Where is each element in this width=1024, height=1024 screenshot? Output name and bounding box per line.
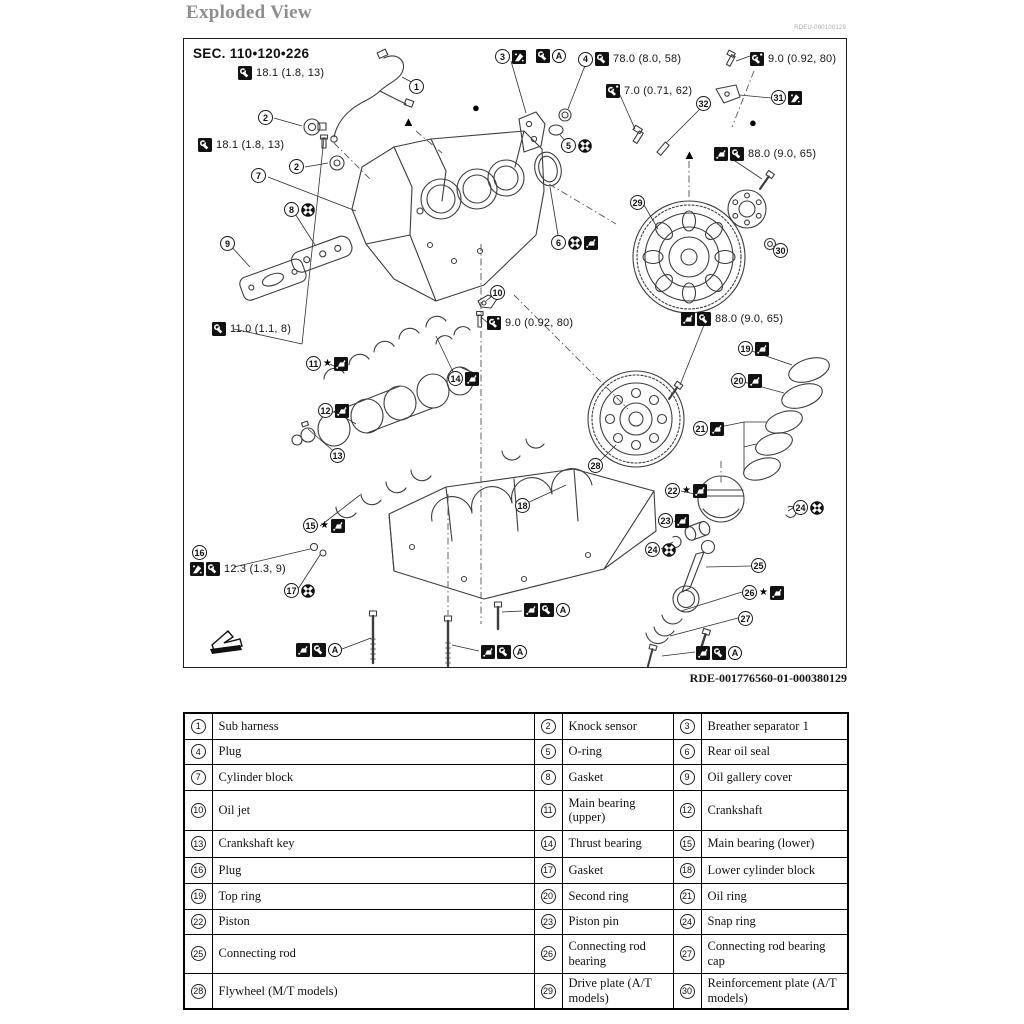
part-number-badge: 1 [191,719,206,734]
sealant-icon [512,50,526,64]
dot-marker-icon: ● [472,100,480,115]
part-name-cell: Plug [212,739,534,764]
part-number-badge: 25 [191,946,206,961]
dot-marker-icon: ● [749,115,757,130]
part-number-cell [184,764,212,790]
page-title: Exploded View [186,2,312,23]
callout-number: 3 [495,49,510,64]
part-number-cell [534,973,562,1009]
non-reusable-icon [301,203,315,217]
torque-annotation [190,561,286,577]
callout-number: 15 [303,518,318,533]
part-number-cell [534,934,562,973]
callout-25 [751,558,766,573]
table-row [184,739,848,764]
part-name-cell: Main bearing (upper) [562,790,673,830]
part-name-cell: Connecting rod bearing [562,934,673,973]
part-number-cell [534,713,562,739]
callout-29 [630,195,645,210]
angle-torque-icon [487,316,501,330]
parts-table [183,712,849,1010]
part-number-badge: 28 [191,984,206,999]
part-name-cell: Connecting rod bearing cap [701,934,848,973]
torque-value: 9.0 (0.92, 80) [768,53,837,65]
torque-wrench-icon [212,322,226,336]
callout-number: 29 [630,195,645,210]
callout-number: 14 [448,371,463,386]
part-name-cell: O-ring [562,739,673,764]
non-reusable-icon [301,584,315,598]
lubricant-icon [755,342,769,356]
part-name-cell: Rear oil seal [701,739,848,764]
torque-annotation [681,311,783,327]
lubricant-icon [710,422,724,436]
part-number-cell [534,909,562,934]
part-number-cell [673,857,701,883]
part-name-cell: Flywheel (M/T models) [212,973,534,1009]
part-number-cell [673,764,701,790]
lubricant-icon [331,519,345,533]
table-row [184,973,848,1009]
exploded-view-figure [183,38,847,668]
callout-1 [409,79,424,94]
triangle-marker-icon: ▲ [402,114,415,129]
part-number-cell [534,857,562,883]
torque-wrench-icon [540,603,554,617]
table-row [184,909,848,934]
callout-27 [738,611,753,626]
callout-2 [289,159,304,174]
callout-number: 19 [738,341,753,356]
torque-value: 88.0 (9.0, 65) [715,313,784,325]
part-number-badge: 27 [680,946,695,961]
select-fit-star-icon: ★ [682,484,691,496]
callout-number: 2 [258,110,273,125]
torque-wrench-icon [730,147,744,161]
part-number-cell [673,739,701,764]
lubricant-icon [770,586,784,600]
part-number-cell [184,790,212,830]
callout-number: 31 [771,90,786,105]
part-number-cell [184,739,212,764]
part-name-cell: Piston pin [562,909,673,934]
non-reusable-icon [578,139,592,153]
part-number-badge: 15 [680,836,695,851]
part-name-cell: Reinforcement plate (A/T models) [701,973,848,1009]
callout-number: 24 [793,500,808,515]
front-direction-arrow-icon [206,629,246,655]
callout-22 [665,483,707,498]
callout-number: 24 [645,542,660,557]
part-number-cell [673,973,701,1009]
part-name-cell: Lower cylinder block [701,857,848,883]
torque-value: 88.0 (9.0, 65) [748,148,817,160]
callout-2 [258,110,273,125]
part-name-cell: Knock sensor [562,713,673,739]
lubricant-icon [693,484,707,498]
torque-wrench-icon [497,645,511,659]
callout-12 [318,403,349,418]
part-number-cell [534,883,562,909]
callout-16 [192,545,207,560]
circle-a-icon: A [556,603,570,617]
callout-7 [251,168,266,183]
angle-torque-icon [606,84,620,98]
figure-annotation-layer [184,39,848,669]
lubricant-icon [335,404,349,418]
callout-number: 2 [289,159,304,174]
callout-5 [561,138,592,153]
figure-reference-code: RDE-001776560-01-000380129 [689,671,847,685]
part-name-cell: Main bearing (lower) [701,830,848,857]
callout-10 [490,285,505,300]
torque-annotation [238,65,324,81]
part-number-cell [184,857,212,883]
doc-code: RDEU-000100129 [794,25,846,31]
torque-annotation [212,321,291,337]
part-number-badge: 17 [541,863,556,878]
callout-number: 28 [588,458,603,473]
callout-number: 7 [251,168,266,183]
callout-number: 20 [731,373,746,388]
part-number-badge: 21 [680,889,695,904]
callout-number: 30 [773,243,788,258]
part-number-cell [534,764,562,790]
callout-18 [515,498,530,513]
part-number-cell [673,883,701,909]
part-number-cell [184,830,212,857]
torque-wrench-icon [595,52,609,66]
callout-number: 4 [578,52,593,67]
part-number-badge: 8 [541,770,556,785]
torque-value: 9.0 (0.92, 80) [505,317,574,329]
table-row [184,857,848,883]
part-name-cell: Breather separator 1 [701,713,848,739]
part-number-badge: 18 [680,863,695,878]
callout-number: 27 [738,611,753,626]
callout-number: 17 [284,583,299,598]
callout-21 [693,421,724,436]
callout-30 [773,243,788,258]
callout-number: 8 [284,202,299,217]
part-number-badge: 7 [191,770,206,785]
part-name-cell: Oil jet [212,790,534,830]
callout-26 [742,585,784,600]
part-number-badge: 5 [541,744,556,759]
table-row [184,764,848,790]
part-number-badge: 22 [191,914,206,929]
part-number-cell [534,830,562,857]
callout-4 [578,51,681,67]
callout-number: 26 [742,585,757,600]
part-name-cell: Sub harness [212,713,534,739]
part-number-badge: 20 [541,889,556,904]
torque-annotation [198,137,284,153]
angle-torque-icon [750,52,764,66]
section-label: SEC. 110•120•226 [193,46,310,61]
part-name-cell: Top ring [212,883,534,909]
torque-wrench-icon [697,312,711,326]
part-name-cell: Plug [212,857,534,883]
table-row [184,830,848,857]
triangle-marker-icon: ▲ [683,147,696,162]
callout-24 [645,542,676,557]
torque-annotation [536,49,566,63]
torque-annotation [481,645,527,659]
callout-number: 12 [318,403,333,418]
callout-23 [658,513,689,528]
part-name-cell: Gasket [562,857,673,883]
lubricant-icon [481,645,495,659]
torque-value: 18.1 (1.8, 13) [216,139,285,151]
circle-a-icon: A [552,49,566,63]
table-row [184,883,848,909]
torque-annotation [487,315,573,331]
torque-value: 18.1 (1.8, 13) [256,67,325,79]
part-number-cell [184,934,212,973]
lubricant-icon [748,374,762,388]
callout-14 [448,371,479,386]
part-name-cell: Cylinder block [212,764,534,790]
callout-9 [220,236,235,251]
parts-table-wrap [183,712,849,1010]
part-name-cell: Snap ring [701,909,848,934]
part-number-cell [673,934,701,973]
part-number-cell [673,909,701,934]
select-fit-star-icon: ★ [323,357,332,369]
part-name-cell: Piston [212,909,534,934]
part-number-badge: 24 [680,914,695,929]
part-number-badge: 26 [541,946,556,961]
torque-wrench-icon [312,643,326,657]
callout-number: 32 [696,96,711,111]
callout-19 [738,341,769,356]
callout-11 [306,356,348,371]
lubricant-icon [714,147,728,161]
callout-number: 16 [192,545,207,560]
part-number-badge: 4 [191,744,206,759]
torque-value: 7.0 (0.71, 62) [624,85,693,97]
torque-wrench-icon [198,138,212,152]
non-reusable-icon [568,236,582,250]
select-fit-star-icon: ★ [759,586,768,598]
callout-number: 5 [561,138,576,153]
part-number-cell [534,790,562,830]
torque-annotation [296,643,342,657]
callout-31 [771,90,802,105]
part-number-badge: 29 [541,984,556,999]
callout-number: 18 [515,498,530,513]
callout-13 [330,448,345,463]
part-number-badge: 13 [191,836,206,851]
callout-number: 25 [751,558,766,573]
part-number-cell [184,883,212,909]
table-row [184,713,848,739]
lubricant-icon [681,312,695,326]
torque-value: 11.0 (1.1, 8) [230,323,292,335]
torque-annotation [696,646,742,660]
part-number-cell [534,739,562,764]
part-number-badge: 16 [191,863,206,878]
torque-annotation [524,603,570,617]
callout-8 [284,202,315,217]
part-number-badge: 10 [191,803,206,818]
part-number-cell [184,713,212,739]
callout-15 [303,518,345,533]
part-number-cell [673,790,701,830]
circle-a-icon: A [728,646,742,660]
part-name-cell: Second ring [562,883,673,909]
lubricant-icon [296,643,310,657]
circle-a-icon: A [513,645,527,659]
callout-3 [495,49,526,64]
callout-number: 23 [658,513,673,528]
part-name-cell: Crankshaft key [212,830,534,857]
lubricant-icon [524,603,538,617]
callout-28 [588,458,603,473]
part-number-badge: 2 [541,719,556,734]
part-number-badge: 12 [680,803,695,818]
torque-annotation [606,83,692,99]
part-number-badge: 3 [680,719,695,734]
lubricant-icon [696,646,710,660]
part-number-cell [673,713,701,739]
part-name-cell: Crankshaft [701,790,848,830]
callout-6 [551,235,598,250]
table-row [184,934,848,973]
callout-number: 1 [409,79,424,94]
torque-wrench-icon [536,49,550,63]
part-number-cell [184,973,212,1009]
callout-24 [793,500,824,515]
torque-value: 78.0 (8.0, 58) [613,53,682,65]
part-name-cell: Oil gallery cover [701,764,848,790]
torque-value: 12.3 (1.3, 9) [224,563,286,575]
lubricant-icon [465,372,479,386]
part-number-badge: 23 [541,914,556,929]
callout-number: 21 [693,421,708,436]
torque-wrench-icon [206,562,220,576]
non-reusable-icon [810,501,824,515]
callout-number: 22 [665,483,680,498]
torque-wrench-icon [238,66,252,80]
part-name-cell: Thrust bearing [562,830,673,857]
sealant-icon [788,91,802,105]
lubricant-icon [334,357,348,371]
lubricant-icon [675,514,689,528]
callout-number: 11 [306,356,321,371]
part-number-badge: 9 [680,770,695,785]
torque-annotation [714,146,816,162]
callout-number: 13 [330,448,345,463]
select-fit-star-icon: ★ [320,519,329,531]
callout-number: 6 [551,235,566,250]
lubricant-icon [584,236,598,250]
sealant-icon [190,562,204,576]
callout-32 [696,96,711,111]
callout-17 [284,583,315,598]
non-reusable-icon [662,543,676,557]
part-number-badge: 6 [680,744,695,759]
part-number-badge: 11 [541,803,556,818]
circle-a-icon: A [328,643,342,657]
part-number-cell [673,830,701,857]
torque-annotation [750,51,836,67]
callout-20 [731,373,762,388]
callout-number: 10 [490,285,505,300]
part-number-badge: 14 [541,836,556,851]
part-name-cell: Oil ring [701,883,848,909]
torque-wrench-icon [712,646,726,660]
callout-number: 9 [220,236,235,251]
part-name-cell: Drive plate (A/T models) [562,973,673,1009]
part-name-cell: Connecting rod [212,934,534,973]
part-number-cell [184,909,212,934]
part-number-badge: 19 [191,889,206,904]
part-number-badge: 30 [680,984,695,999]
part-name-cell: Gasket [562,764,673,790]
table-row [184,790,848,830]
